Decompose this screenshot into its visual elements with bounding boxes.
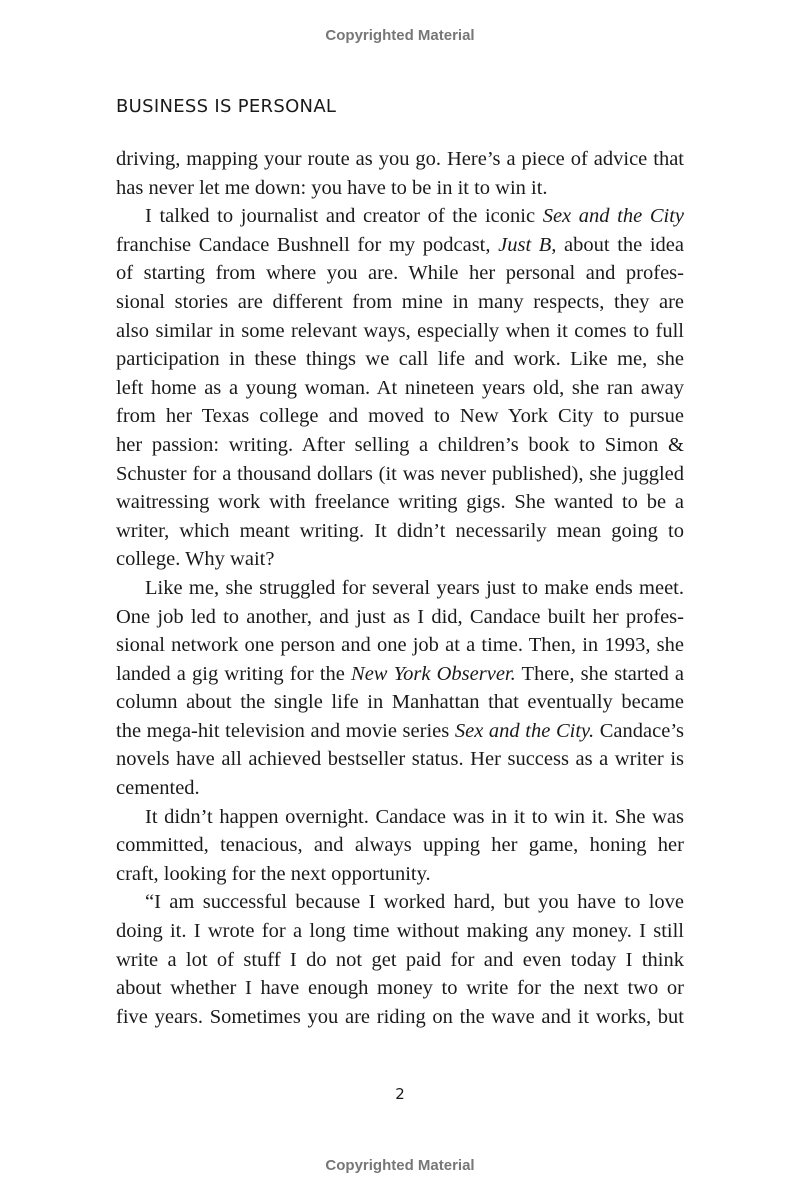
text-line xyxy=(116,288,684,317)
text-line xyxy=(116,431,684,460)
text-segment: has never let me down: you have to be in it to win it. xyxy=(116,176,548,199)
text-segment: doing it. I wrote for a long time without making any money. I still xyxy=(116,920,684,943)
copyright-watermark-bottom: Copyrighted Material xyxy=(325,1157,475,1174)
running-head: BUSINESS IS PERSONAL xyxy=(116,96,337,117)
text-line xyxy=(116,574,684,603)
text-segment: I talked to journalist and creator of the iconic xyxy=(145,205,543,228)
text-segment: committed, tenacious, and always upping her game, honing her xyxy=(116,834,684,857)
text-line xyxy=(116,231,684,260)
text-segment: cemented. xyxy=(116,777,200,800)
text-segment: Candace’s xyxy=(594,719,684,742)
text-line xyxy=(116,402,684,431)
text-line xyxy=(116,374,684,403)
text-segment: left home as a young woman. At nineteen years old, she ran away xyxy=(116,376,684,399)
italic-title: Sex and the City xyxy=(542,205,684,228)
text-segment: from her Texas college and moved to New York City to pursue xyxy=(116,405,684,428)
text-line xyxy=(116,974,684,1003)
text-line xyxy=(116,345,684,374)
text-segment: “I am successful because I worked hard, but you have to love xyxy=(145,891,684,914)
text-segment: There, she started a xyxy=(515,662,684,685)
text-segment: Like me, she struggled for several years just to make ends meet. xyxy=(145,576,684,599)
text-line xyxy=(116,517,684,546)
text-line xyxy=(116,745,684,774)
text-line xyxy=(116,660,684,689)
text-segment: It didn’t happen overnight. Candace was in it to win it. She was xyxy=(145,805,684,828)
text-segment: Schuster for a thousand dollars (it was never published), she juggled xyxy=(116,462,684,485)
text-segment: driving, mapping your route as you go. Here’s a piece of advice that xyxy=(116,148,684,170)
text-line xyxy=(116,545,684,574)
text-line xyxy=(116,717,684,746)
text-line xyxy=(116,174,684,203)
text-line xyxy=(116,1003,684,1032)
text-segment: franchise Candace Bushnell for my podcast, xyxy=(116,233,499,256)
text-segment: the mega-hit television and movie series xyxy=(116,719,455,742)
text-segment: her passion: writing. After selling a children’s book to Simon & xyxy=(116,433,684,456)
text-line xyxy=(116,888,684,917)
text-line xyxy=(116,202,684,231)
text-line xyxy=(116,917,684,946)
text-line xyxy=(116,145,684,174)
text-line xyxy=(116,603,684,632)
text-line xyxy=(116,688,684,717)
text-line xyxy=(116,774,684,803)
text-segment: craft, looking for the next opportunity. xyxy=(116,862,431,885)
text-segment: about the idea xyxy=(556,233,685,256)
text-line xyxy=(116,860,684,889)
text-segment: write a lot of stuff I do not get paid for and even today I think xyxy=(116,948,684,971)
text-line xyxy=(116,488,684,517)
text-line xyxy=(116,317,684,346)
text-segment: novels have all achieved bestseller status. Her success as a writer is xyxy=(116,748,684,771)
text-segment: column about the single life in Manhattan that eventually became xyxy=(116,691,684,714)
text-line xyxy=(116,946,684,975)
text-segment: writer, which meant writing. It didn’t necessarily mean going to xyxy=(116,519,684,542)
text-segment: participation in these things we call life and work. Like me, she xyxy=(116,348,684,371)
text-segment: waitressing work with freelance writing gigs. She wanted to be a xyxy=(116,491,684,514)
text-line xyxy=(116,259,684,288)
text-line xyxy=(116,831,684,860)
text-segment: also similar in some relevant ways, especially when it comes to full xyxy=(116,319,684,342)
text-segment: sional stories are different from mine in many respects, they are xyxy=(116,290,684,313)
text-segment: of starting from where you are. While her personal and profes- xyxy=(116,262,684,285)
text-line xyxy=(116,631,684,660)
text-segment: five years. Sometimes you are riding on the wave and it works, but xyxy=(116,1005,684,1028)
italic-title: Just B, xyxy=(498,233,557,256)
text-line xyxy=(116,803,684,832)
italic-title: New York Observer. xyxy=(351,662,516,685)
text-segment: One job led to another, and just as I did, Candace built her profes- xyxy=(116,605,684,628)
body-text xyxy=(116,145,684,1031)
text-segment: sional network one person and one job at a time. Then, in 1993, she xyxy=(116,634,684,657)
text-segment: about whether I have enough money to write for the next two or xyxy=(116,977,684,1000)
text-segment: college. Why wait? xyxy=(116,548,275,571)
text-line xyxy=(116,460,684,489)
page-number: 2 xyxy=(395,1085,405,1103)
copyright-watermark-top: Copyrighted Material xyxy=(325,27,475,44)
text-segment: landed a gig writing for the xyxy=(116,662,352,685)
italic-title: Sex and the City. xyxy=(454,719,595,742)
